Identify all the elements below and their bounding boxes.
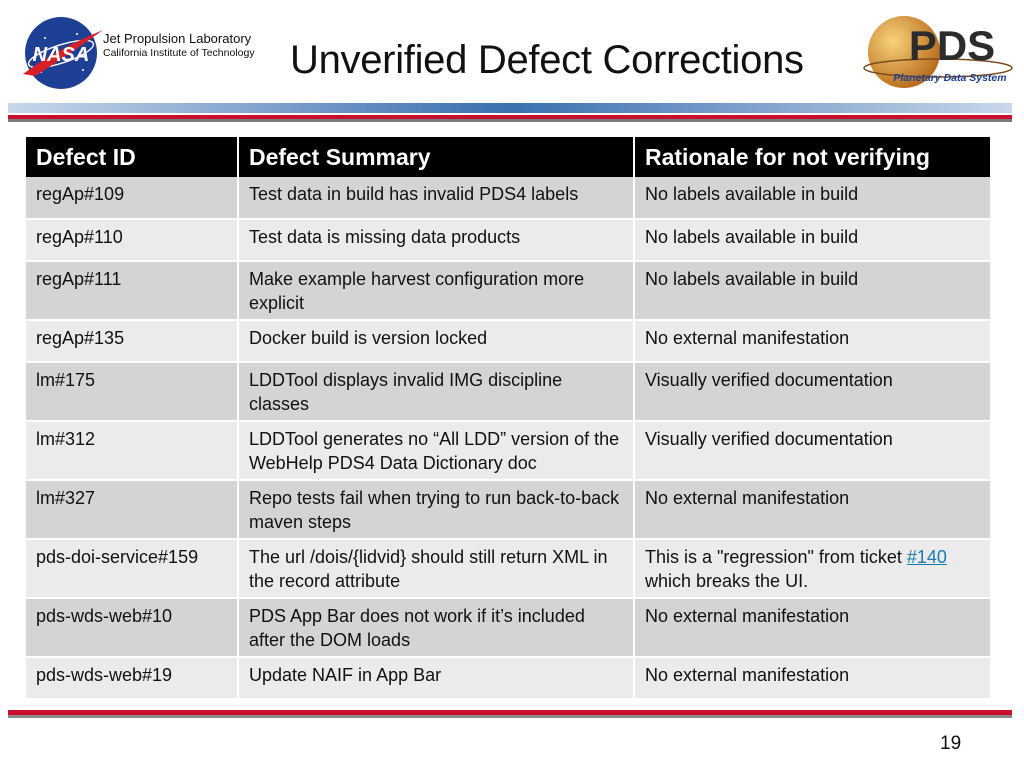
table-row	[26, 421, 990, 480]
defect-summary-cell: Test data is missing data products	[238, 219, 634, 261]
table-row	[26, 261, 990, 320]
pds-logo-text: PDS	[908, 22, 996, 69]
defect-id-cell: pds-wds-web#19	[26, 657, 238, 699]
column-header-defect-id: Defect ID	[26, 137, 238, 177]
defect-id-cell: lm#327	[26, 480, 238, 539]
defect-summary-cell: LDDTool displays invalid IMG discipline classes	[238, 362, 634, 421]
rationale-text-before-link: This is a "regression" from ticket	[645, 547, 907, 567]
nasa-logo-text: NASA	[32, 44, 90, 66]
defect-id-cell: regAp#110	[26, 219, 238, 261]
rationale-text-after-link: which breaks the UI.	[645, 571, 809, 591]
table-row	[26, 480, 990, 539]
rationale-cell: Visually verified documentation	[634, 362, 990, 421]
footer-rule	[8, 710, 1012, 718]
defect-id-cell: regAp#135	[26, 320, 238, 362]
defect-id-cell: lm#175	[26, 362, 238, 421]
defect-summary-cell: The url /dois/{lidvid} should still return XML in the record attribute	[238, 539, 634, 598]
pds-logo	[860, 12, 1016, 92]
org-line-2: California Institute of Technology	[103, 47, 255, 60]
org-line-1: Jet Propulsion Laboratory	[103, 31, 252, 46]
defects-table	[26, 137, 990, 700]
table-row	[26, 362, 990, 421]
defect-summary-cell: LDDTool generates no “All LDD” version of the WebHelp PDS4 Data Dictionary doc	[238, 421, 634, 480]
table-row	[26, 657, 990, 699]
defect-id-cell: lm#312	[26, 421, 238, 480]
defect-summary-cell: Make example harvest configuration more explicit	[238, 261, 634, 320]
rationale-cell: No external manifestation	[634, 598, 990, 657]
rationale-cell: No labels available in build	[634, 261, 990, 320]
table-row	[26, 219, 990, 261]
rationale-cell	[634, 539, 990, 598]
nasa-logo	[15, 14, 107, 92]
defect-id-cell: pds-wds-web#10	[26, 598, 238, 657]
table-header-row	[26, 137, 990, 177]
defect-summary-cell: PDS App Bar does not work if it’s included after the DOM loads	[238, 598, 634, 657]
rationale-cell: No labels available in build	[634, 219, 990, 261]
defect-summary-cell: Test data in build has invalid PDS4 labels	[238, 177, 634, 219]
org-name	[103, 32, 255, 60]
defect-summary-cell: Docker build is version locked	[238, 320, 634, 362]
rationale-cell: Visually verified documentation	[634, 421, 990, 480]
rationale-cell: No labels available in build	[634, 177, 990, 219]
table-row	[26, 539, 990, 598]
defect-summary-cell: Repo tests fail when trying to run back-to-back maven steps	[238, 480, 634, 539]
ticket-140-link[interactable]: #140	[906, 547, 947, 567]
defect-summary-cell: Update NAIF in App Bar	[238, 657, 634, 699]
table-row	[26, 598, 990, 657]
rationale-cell: No external manifestation	[634, 657, 990, 699]
page-number: 19	[940, 733, 962, 754]
table-row	[26, 177, 990, 219]
pds-logo-subtext: Planetary Data System	[893, 72, 1007, 84]
column-header-defect-summary: Defect Summary	[238, 137, 634, 177]
defect-id-cell: regAp#109	[26, 177, 238, 219]
column-header-rationale: Rationale for not verifying	[634, 137, 990, 177]
header-rule	[8, 103, 1012, 124]
defect-id-cell: regAp#111	[26, 261, 238, 320]
page-title: Unverified Defect Corrections	[290, 38, 804, 82]
rationale-cell: No external manifestation	[634, 320, 990, 362]
rationale-cell: No external manifestation	[634, 480, 990, 539]
table-row	[26, 320, 990, 362]
defect-id-cell: pds-doi-service#159	[26, 539, 238, 598]
